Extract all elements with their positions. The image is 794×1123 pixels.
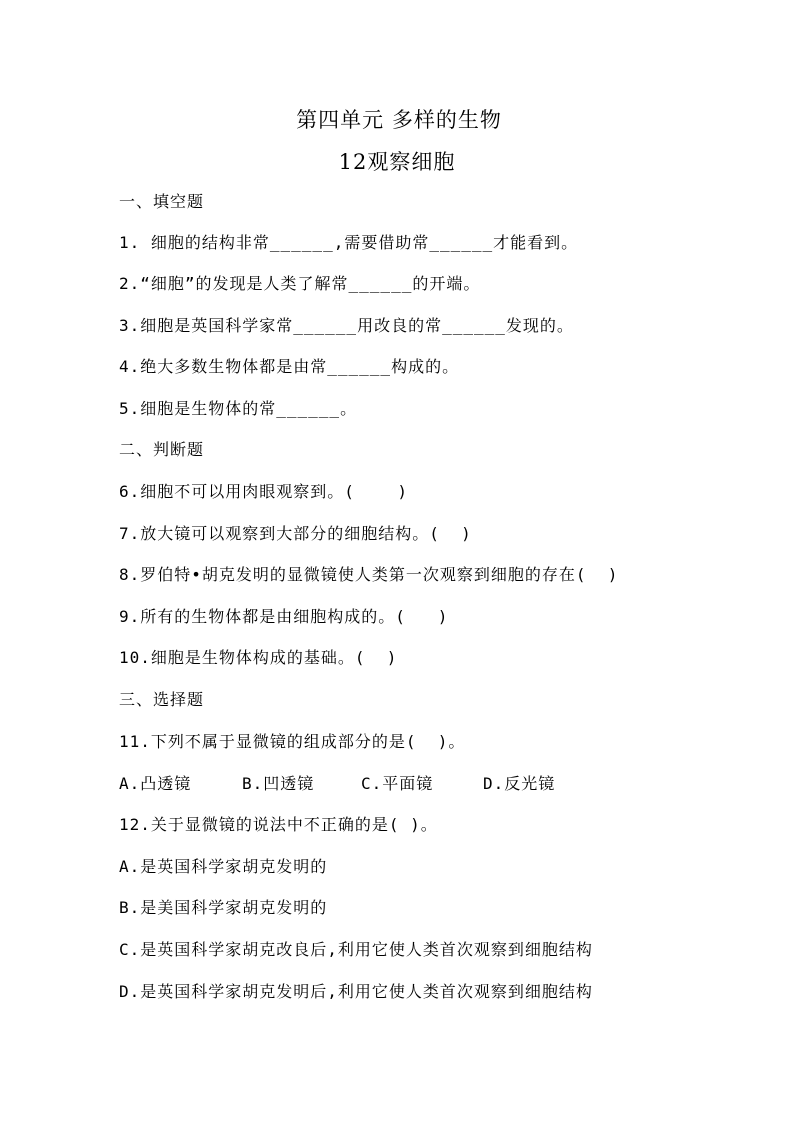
question-12-option-d: D.是英国科学家胡克发明后,利用它使人类首次观察到细胞结构 [119, 982, 593, 1001]
question-3: 3.细胞是英国科学家常______用改良的常______发现的。 [119, 316, 574, 335]
question-1: 1. 细胞的结构非常______,需要借助常______才能看到。 [119, 233, 579, 252]
question-11-option-c: C.平面镜 [361, 774, 434, 793]
question-2: 2.“细胞”的发现是人类了解常______的开端。 [119, 274, 481, 293]
question-5: 5.细胞是生物体的常______。 [119, 399, 358, 418]
question-11-stem: 11.下列不属于显微镜的组成部分的是( )。 [119, 732, 466, 751]
lesson-title: 12观察细胞 [338, 150, 456, 174]
unit-title: 第四单元 多样的生物 [296, 108, 502, 132]
question-12-option-b: B.是美国科学家胡克发明的 [119, 898, 328, 917]
section-heading-multiple-choice: 三、选择题 [119, 690, 205, 709]
question-12-option-a: A.是英国科学家胡克发明的 [119, 857, 328, 876]
question-8: 8.罗伯特•胡克发明的显微镜使人类第一次观察到细胞的存在( ) [119, 565, 619, 584]
section-heading-true-false: 二、判断题 [119, 440, 205, 459]
question-11-option-d: D.反光镜 [483, 774, 556, 793]
question-11-option-b: B.凹透镜 [242, 774, 315, 793]
question-9: 9.所有的生物体都是由细胞构成的。( ) [119, 607, 449, 626]
question-7: 7.放大镜可以观察到大部分的细胞结构。( ) [119, 524, 472, 543]
question-12-stem: 12.关于显微镜的说法中不正确的是( )。 [119, 815, 438, 834]
question-6: 6.细胞不可以用肉眼观察到。( ) [119, 482, 409, 501]
question-10: 10.细胞是生物体构成的基础。( ) [119, 648, 398, 667]
question-11-option-a: A.凸透镜 [119, 774, 192, 793]
section-heading-fill-blank: 一、填空题 [119, 192, 205, 211]
question-4: 4.绝大多数生物体都是由常______构成的。 [119, 357, 460, 376]
question-12-option-c: C.是英国科学家胡克改良后,利用它使人类首次观察到细胞结构 [119, 940, 593, 959]
